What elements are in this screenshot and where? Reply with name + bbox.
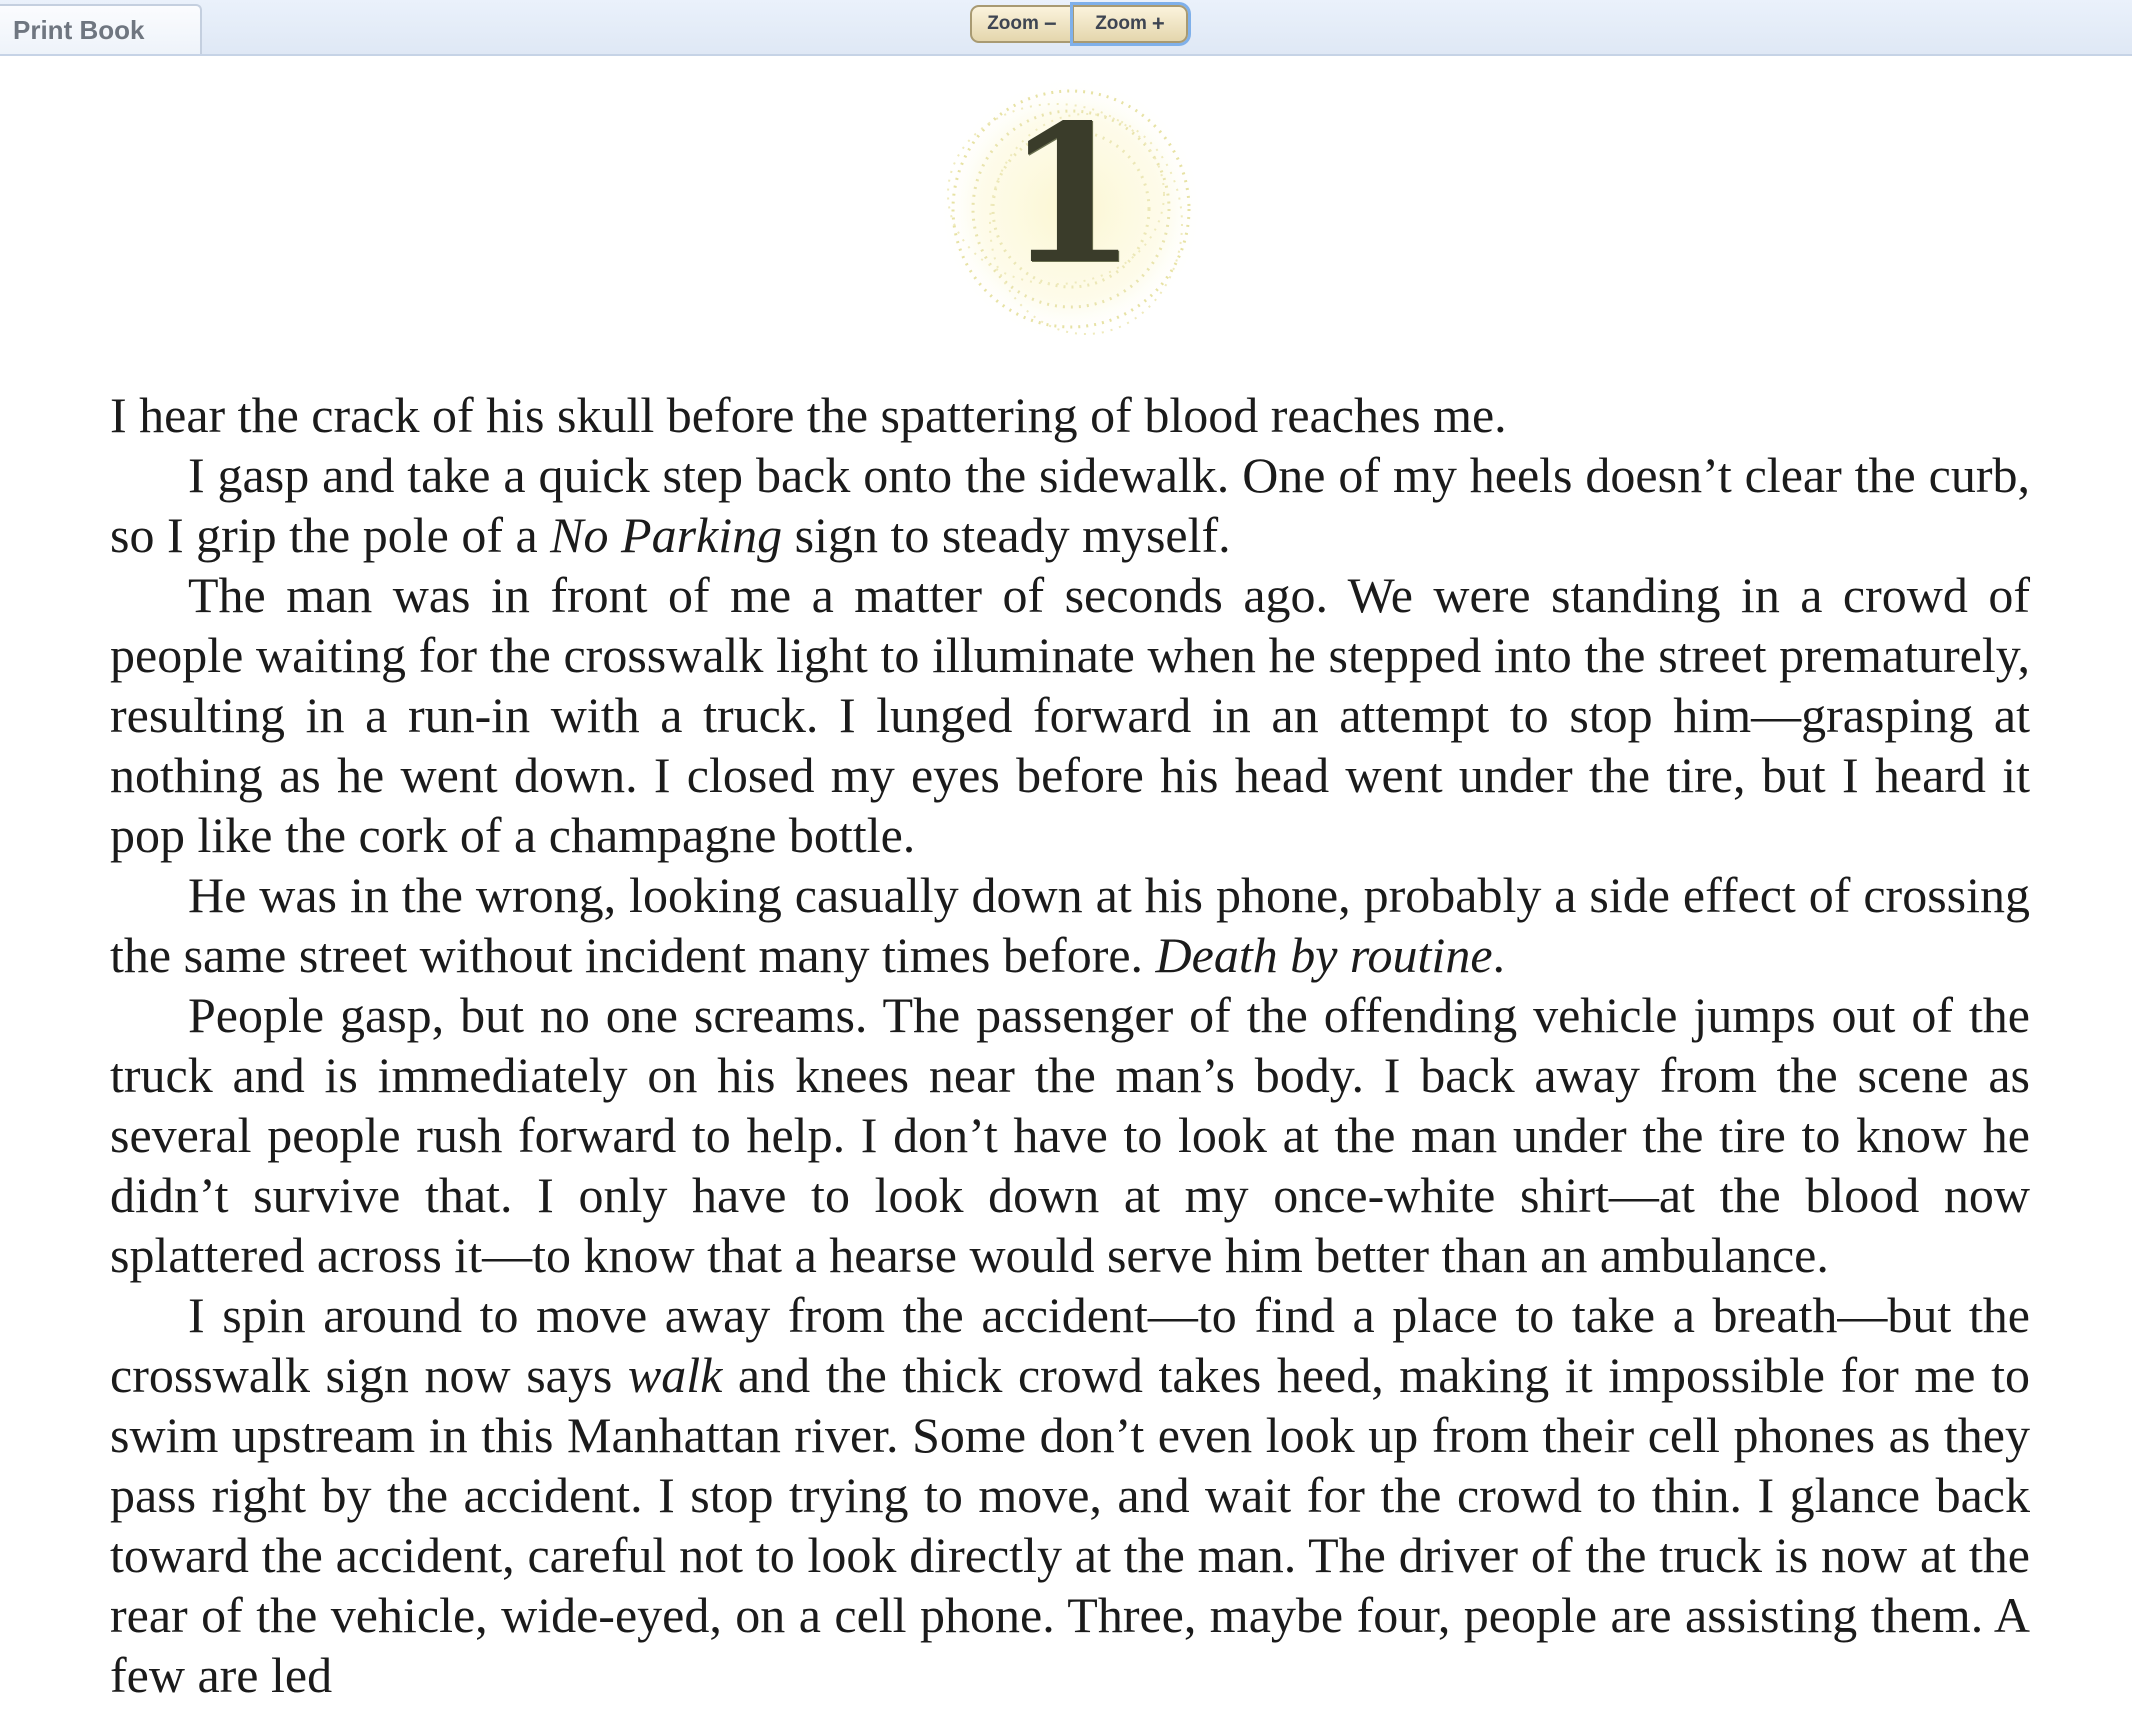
zoom-out-button[interactable]: [970, 5, 1073, 43]
italic-text: No Parking: [550, 507, 783, 563]
italic-text: Death by routine: [1155, 927, 1493, 983]
print-book-tab[interactable]: Print Book: [0, 4, 202, 54]
chapter-number: 1: [1004, 83, 1138, 306]
body-paragraph: [110, 445, 2030, 565]
paragraph-text: and the thick crowd takes heed, making it impossible for me to swim upstream in this Manhattan river. Some don’t even look up from their cell phones as they pass right by the accident. I stop trying to move, and wait for the crowd to thin. I glance back toward the accident, careful not to look directly at the man. The driver of the truck is now at the rear of the vehicle, wide-eyed, on a cell phone. Three, maybe four, people are assisting them. A few are led: [110, 1347, 2030, 1703]
chapter-ornament: [936, 74, 1206, 344]
paragraph-text: I spin around to move away from the accident—to find a place to take a breath—but the crosswalk sign now says: [110, 1287, 2030, 1403]
zoom-controls: [970, 5, 1188, 43]
italic-text: walk: [627, 1347, 723, 1403]
body-paragraph: [110, 1285, 2030, 1705]
paragraph-text: He was in the wrong, looking casually down at his phone, probably a side effect of crossing the same street without incident many times before.: [110, 867, 2030, 983]
body-paragraph: [110, 865, 2030, 985]
body-paragraph: [110, 985, 2030, 1285]
paragraph-text: I gasp and take a quick step back onto the sidewalk. One of my heels doesn’t clear the curb, so I grip the pole of a: [110, 447, 2030, 563]
reader-toolbar: [0, 0, 2132, 56]
plus-icon: +: [1151, 11, 1165, 36]
body-paragraph: [110, 385, 2030, 445]
paragraph-text: sign to steady myself.: [782, 507, 1231, 563]
zoom-out-label: Zoom: [987, 13, 1039, 34]
paragraph-text: I hear the crack of his skull before the spattering of blood reaches me.: [110, 387, 1507, 443]
paragraph-text: .: [1492, 927, 1506, 983]
book-page-text: [110, 385, 2030, 1705]
zoom-in-button[interactable]: [1073, 5, 1188, 43]
paragraph-text: People gasp, but no one screams. The passenger of the offending vehicle jumps out of the truck and is immediately on his knees near the man’s body. I back away from the scene as several people rush forward to help. I don’t have to look at the man under the tire to know he didn’t survive that. I only have to look down at my once-white shirt—at the blood now splattered across it—to know that a hearse would serve him better than an ambulance.: [110, 987, 2030, 1283]
body-paragraph: [110, 565, 2030, 865]
minus-icon: −: [1043, 11, 1057, 36]
paragraph-text: The man was in front of me a matter of seconds ago. We were standing in a crowd of people waiting for the crosswalk light to illuminate when he stepped into the street prematurely, resulting in a run-in with a truck. I lunged forward in an attempt to stop him—grasping at nothing as he went down. I closed my eyes before his head went under the tire, but I heard it pop like the cork of a champagne bottle.: [110, 567, 2030, 863]
zoom-in-label: Zoom: [1095, 13, 1147, 34]
